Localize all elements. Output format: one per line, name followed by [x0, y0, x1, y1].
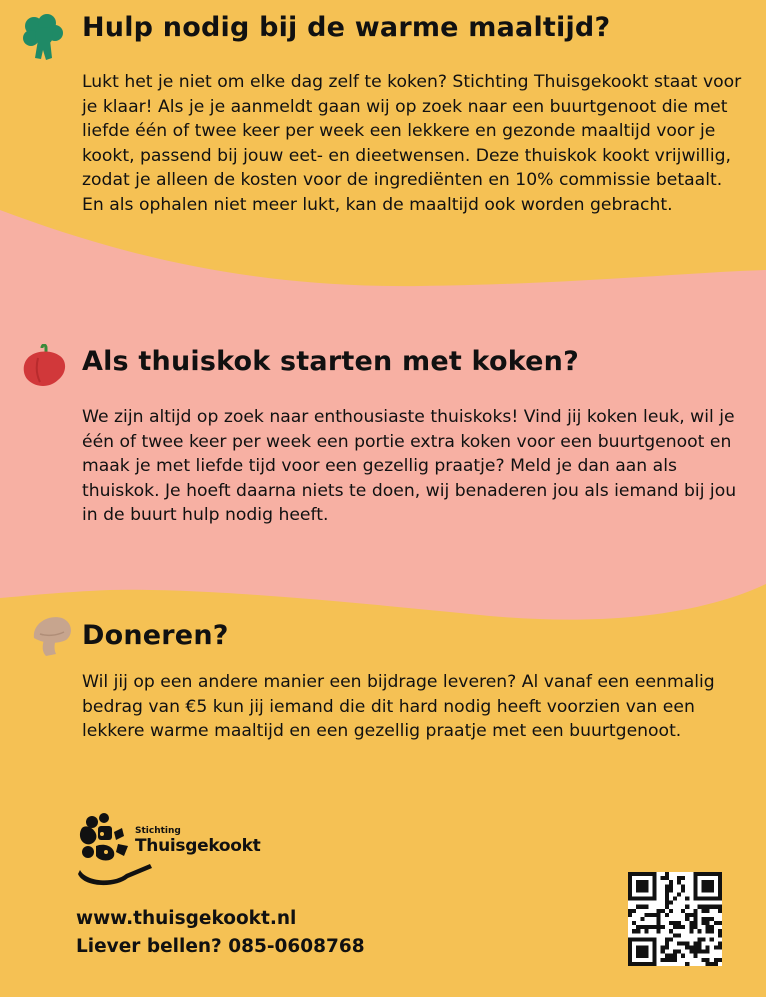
- logo-text-brand: Thuisgekookt: [135, 836, 261, 856]
- pepper-icon: [22, 344, 68, 390]
- broccoli-icon: [22, 14, 64, 60]
- mushroom-icon: [30, 614, 74, 656]
- qr-code-icon[interactable]: [628, 872, 722, 966]
- section-text-cook: We zijn altijd op zoek naar enthousiaste thuiskoks! Vind jij koken leuk, wil je één of twee keer per week een portie extra koken voor een buurtgenoot en maak je met liefde tijd voor een gezellig praatje? Meld je dan aan als thuiskok. Je hoeft daarna niets te doen, wij benaderen jou als iemand bij jou in de buurt hulp nodig heeft.: [82, 407, 737, 525]
- section-title-donate: Doneren?: [82, 620, 229, 651]
- section-text-help: Lukt het je niet om elke dag zelf te koken? Stichting Thuisgekookt staat voor je klaar! Als je je aanmeldt gaan wij op zoek naar een buurtgenoot die met liefde één of twee keer per week een lekkere en gezonde maaltijd voor je kookt, passend bij jouw eet- en dieetwensen. Deze thuiskok kookt vrijwillig, zodat je alleen de kosten voor de ingrediënten en 10% commissie betaalt. En als ophalen niet meer lukt, kan de maaltijd ook worden gebracht.: [82, 72, 742, 215]
- section-title-cook: Als thuiskok starten met koken?: [82, 346, 579, 377]
- phone-number: Liever bellen? 085-0608768: [76, 936, 365, 957]
- logo-text-small: Stichting: [135, 826, 181, 836]
- website-link[interactable]: www.thuisgekookt.nl: [76, 908, 297, 929]
- section-text-donate: Wil jij op een andere manier een bijdrage leveren? Al vanaf een eenmalig bedrag van €5 kun jij iemand die dit hard nodig heeft voorzien van een lekkere warme maaltijd en een gezellig praatje met een buurtgenoot.: [82, 672, 715, 741]
- section-title-help: Hulp nodig bij de warme maaltijd?: [82, 12, 611, 43]
